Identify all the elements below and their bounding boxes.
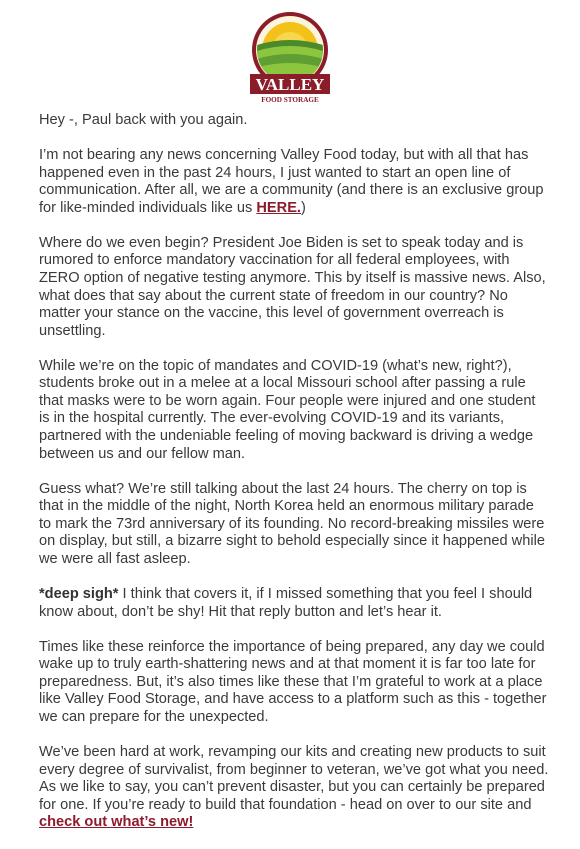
covid-paragraph: While we’re on the topic of mandates and COVID-19 (what’s new, right?), students broke out in a melee at a local Missouri school after passing a rule that masks were to be worn again. Four people were injured and one student is in the hospital currently. The ever-evolving COVID-19 and its variants, partnered with the undeniable feeling of moving backward is driving a wedge between us and our fellow man. — [39, 357, 536, 462]
products-text: We’ve been hard at work, revamping our kits and creating new products to suit every degree of survivalist, from beginner to veteran, we’ve got what you need. As we like to say, you can’t prevent disaster, but you can certainly be prepared for one. If you’re ready to build that foundation - head on over to our site and — [39, 743, 549, 813]
greeting-paragraph: Hey -, Paul back with you again. — [39, 112, 248, 128]
valley-food-storage-logo[interactable] — [248, 10, 332, 104]
email-body — [39, 112, 549, 849]
deep-sigh-body: I think that covers it, if I missed something that you feel I should know about, don’t be shy! Hit that reply button and let’s hear it. — [39, 586, 533, 620]
mandate-paragraph: Where do we even begin? President Joe Biden is set to speak today and is rumored to enforce mandatory vaccination for all federal employees, with ZERO option of negative testing anymore. This by itself is massive news. Also, what does that say about the current state of freedom in our country? No matter your stance on the vaccine, this level of government overreach is unsettling. — [39, 234, 546, 339]
logo-brand-name: VALLEY — [255, 75, 325, 94]
community-text-end: ) — [301, 199, 306, 216]
products-paragraph — [39, 744, 549, 832]
exclusive-group-link[interactable]: HERE. — [256, 199, 301, 216]
preparedness-paragraph: Times like these reinforce the importance of being prepared, any day we could wake up to truly earth-shattering news and at that moment it is far too late for preparedness. But, it’s also times like these that I’m grateful to work at a place like Valley Food Storage, and have access to a platform such as this - together we can prepare for the unexpected. — [39, 638, 547, 725]
deep-sigh-text: *deep sigh* — [39, 586, 119, 603]
community-paragraph — [39, 147, 549, 217]
deep-sigh-paragraph — [39, 586, 549, 621]
logo-tagline: FOOD STORAGE — [261, 96, 319, 104]
community-text: I’m not bearing any news concerning Valley Food today, but with all that has happened even in the past 24 hours, I just wanted to start an open line of communication. After all, we are a community (and there is an exclusive group for like-minded individuals like us — [39, 146, 544, 216]
check-out-new-link[interactable]: check out what’s new! — [39, 814, 194, 831]
north-korea-paragraph: Guess what? We’re still talking about the last 24 hours. The cherry on top is that in the middle of the night, North Korea held an enormous military parade to mark the 73rd anniversary of its founding. No record-breaking missiles were on display, but still, a bizarre sight to behold especially since it happened while we were all fast asleep. — [39, 480, 545, 568]
